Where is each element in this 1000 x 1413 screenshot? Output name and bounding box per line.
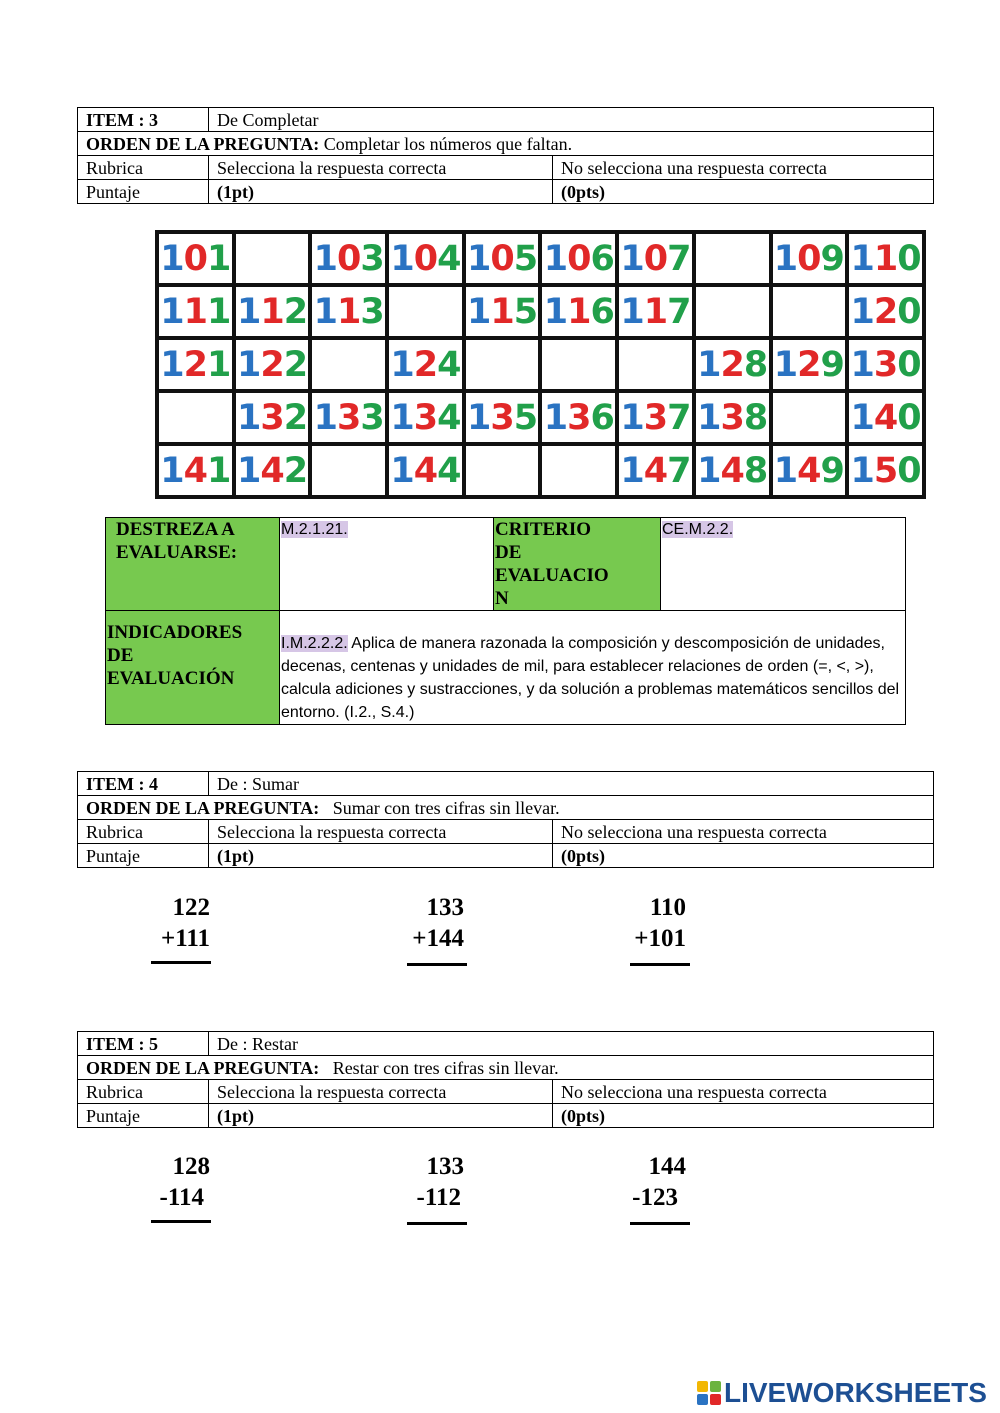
item4-type: De : Sumar <box>209 772 934 796</box>
liveworksheets-logo-text: LIVEWORKSHEETS <box>724 1377 987 1408</box>
grid-number-cell <box>694 444 771 497</box>
grid-number-cell <box>540 285 617 338</box>
grid-number-cell <box>617 444 694 497</box>
liveworksheets-logo[interactable] <box>697 1377 987 1409</box>
grid-blank-cell[interactable] <box>234 232 311 285</box>
item4-rubrica-label: Rubrica <box>78 820 209 844</box>
grid-blank-cell[interactable] <box>310 444 387 497</box>
grid-number: 111 <box>160 291 231 332</box>
item5-rubrica-incorrect: No selecciona una respuesta correcta <box>553 1080 934 1104</box>
grid-number: 149 <box>773 450 844 491</box>
grid-number-cell <box>540 232 617 285</box>
item4-puntaje-label: Puntaje <box>78 844 209 868</box>
sub-3-top: 144 <box>648 1153 686 1180</box>
grid-number-cell <box>771 232 848 285</box>
sub-problem-1 <box>140 1151 210 1213</box>
grid-number: 124 <box>390 344 461 385</box>
sub-1-bottom: -114 <box>159 1184 204 1211</box>
grid-number: 122 <box>236 344 308 385</box>
grid-number: 137 <box>620 397 691 438</box>
grid-number-cell <box>540 391 617 444</box>
grid-number: 136 <box>543 397 614 438</box>
grid-number-cell <box>157 232 234 285</box>
sum-problem-2 <box>394 892 464 954</box>
grid-number-cell <box>157 338 234 391</box>
grid-number: 134 <box>390 397 461 438</box>
grid-number: 117 <box>620 291 691 332</box>
sub-1-answer-line[interactable] <box>151 1220 211 1223</box>
grid-number: 135 <box>467 397 538 438</box>
grid-number-cell <box>847 444 924 497</box>
sum-1-top: 122 <box>172 894 210 921</box>
item3-rubrica-label: Rubrica <box>78 156 209 180</box>
sub-2-answer-line[interactable] <box>407 1222 467 1225</box>
sub-1-top: 128 <box>172 1153 210 1180</box>
sum-2-answer-line[interactable] <box>407 963 467 966</box>
grid-row <box>157 444 924 497</box>
grid-number: 101 <box>160 238 231 279</box>
grid-number: 141 <box>160 450 231 491</box>
grid-blank-cell[interactable] <box>157 391 234 444</box>
item3-label: ITEM : 3 <box>78 108 209 132</box>
item5-puntaje-label: Puntaje <box>78 1104 209 1128</box>
grid-number: 106 <box>543 238 614 279</box>
liveworksheets-logo-icon <box>697 1381 721 1405</box>
sum-3-top: 110 <box>649 894 686 921</box>
item4-puntaje-correct: (1pt) <box>209 844 553 868</box>
grid-number-cell <box>157 444 234 497</box>
item4-rubrica-correct: Selecciona la respuesta correcta <box>209 820 553 844</box>
sum-2-bottom: +144 <box>412 925 464 952</box>
grid-number: 110 <box>850 238 921 279</box>
grid-number-cell <box>234 391 311 444</box>
item4-rubrica-incorrect: No selecciona una respuesta correcta <box>553 820 934 844</box>
item5-puntaje-incorrect: (0pts) <box>553 1104 934 1128</box>
grid-number-cell <box>464 232 541 285</box>
grid-blank-cell[interactable] <box>310 338 387 391</box>
grid-number-cell <box>617 285 694 338</box>
grid-number-cell <box>464 285 541 338</box>
grid-number: 105 <box>467 238 538 279</box>
grid-number: 104 <box>390 238 461 279</box>
grid-number: 128 <box>697 344 768 385</box>
item3-puntaje-label: Puntaje <box>78 180 209 204</box>
item4-table <box>77 771 934 868</box>
grid-number: 107 <box>620 238 691 279</box>
grid-number: 115 <box>467 291 538 332</box>
grid-number-cell <box>387 338 464 391</box>
item3-orden: ORDEN DE LA PREGUNTA: Completar los números que faltan. <box>78 132 934 156</box>
grid-number: 129 <box>773 344 844 385</box>
grid-row <box>157 232 924 285</box>
item4-orden: ORDEN DE LA PREGUNTA: Sumar con tres cifras sin llevar. <box>78 796 934 820</box>
item5-rubrica-label: Rubrica <box>78 1080 209 1104</box>
item4-label: ITEM : 4 <box>78 772 209 796</box>
grid-blank-cell[interactable] <box>694 285 771 338</box>
destreza-code: M.2.1.21. <box>280 518 494 611</box>
grid-row <box>157 285 924 338</box>
grid-number: 116 <box>543 291 614 332</box>
grid-number: 147 <box>620 450 691 491</box>
grid-number-cell <box>694 391 771 444</box>
sum-1-bottom: +111 <box>161 925 210 952</box>
grid-number-cell <box>617 391 694 444</box>
grid-number-cell <box>234 338 311 391</box>
grid-number-cell <box>310 232 387 285</box>
grid-number-cell <box>234 285 311 338</box>
grid-number-cell <box>847 391 924 444</box>
item3-puntaje-incorrect: (0pts) <box>553 180 934 204</box>
grid-number: 103 <box>313 238 384 279</box>
grid-number-cell <box>464 391 541 444</box>
item5-label: ITEM : 5 <box>78 1032 209 1056</box>
grid-number: 120 <box>850 291 921 332</box>
item3-type: De Completar <box>209 108 934 132</box>
grid-number-cell <box>234 444 311 497</box>
grid-blank-cell[interactable] <box>540 444 617 497</box>
grid-number: 144 <box>390 450 461 491</box>
grid-number: 113 <box>313 291 384 332</box>
grid-number-cell <box>617 232 694 285</box>
sum-problem-3 <box>616 892 686 954</box>
grid-number-cell <box>387 232 464 285</box>
grid-number: 112 <box>236 291 308 332</box>
item3-rubrica-correct: Selecciona la respuesta correcta <box>209 156 553 180</box>
destreza-table <box>105 517 906 725</box>
criterio-code: CE.M.2.2. <box>661 518 906 611</box>
sub-problem-3 <box>616 1151 686 1213</box>
indicadores-label: INDICADORES DE EVALUACIÓN <box>106 611 280 725</box>
item5-table <box>77 1031 934 1128</box>
grid-number: 150 <box>850 450 921 491</box>
grid-blank-cell[interactable] <box>694 232 771 285</box>
grid-number: 130 <box>850 344 921 385</box>
grid-number-cell <box>771 444 848 497</box>
item3-table <box>77 107 934 204</box>
grid-number: 138 <box>697 397 768 438</box>
grid-row <box>157 391 924 444</box>
grid-blank-cell[interactable] <box>387 285 464 338</box>
grid-row <box>157 338 924 391</box>
sum-1-answer-line[interactable] <box>151 961 211 964</box>
grid-blank-cell[interactable] <box>540 338 617 391</box>
grid-blank-cell[interactable] <box>464 444 541 497</box>
grid-number-cell <box>847 285 924 338</box>
grid-blank-cell[interactable] <box>771 285 848 338</box>
criterio-label: CRITERIO DE EVALUACIO N <box>494 518 661 611</box>
item3-rubrica-incorrect: No selecciona una respuesta correcta <box>553 156 934 180</box>
sub-3-bottom: -123 <box>632 1184 678 1211</box>
grid-number: 133 <box>313 397 384 438</box>
item5-orden: ORDEN DE LA PREGUNTA: Restar con tres cifras sin llevar. <box>78 1056 934 1080</box>
grid-number-cell <box>847 338 924 391</box>
grid-blank-cell[interactable] <box>464 338 541 391</box>
grid-number-cell <box>694 338 771 391</box>
grid-number: 132 <box>236 397 308 438</box>
number-grid <box>155 230 926 499</box>
grid-blank-cell[interactable] <box>617 338 694 391</box>
indicador-text: I.M.2.2.2. Aplica de manera razonada la composición y descomposición de unidades, decenas, centenas y unidades de mil, para establecer relaciones de orden (=, <, >), calcula adiciones y sustracciones, y da solución a problemas matemáticos sencillos del entorno. (I.2., S.4.) <box>280 611 906 725</box>
grid-number: 109 <box>773 238 844 279</box>
grid-number-cell <box>847 232 924 285</box>
sum-3-answer-line[interactable] <box>630 963 690 966</box>
grid-number: 140 <box>850 397 921 438</box>
sub-2-bottom: -112 <box>416 1184 461 1211</box>
sum-2-top: 133 <box>426 894 464 921</box>
grid-number: 148 <box>697 450 768 491</box>
sub-3-answer-line[interactable] <box>630 1222 690 1225</box>
item5-rubrica-correct: Selecciona la respuesta correcta <box>209 1080 553 1104</box>
grid-number-cell <box>771 338 848 391</box>
grid-blank-cell[interactable] <box>771 391 848 444</box>
item3-puntaje-correct: (1pt) <box>209 180 553 204</box>
grid-number: 142 <box>236 450 308 491</box>
grid-number-cell <box>310 391 387 444</box>
destreza-label: DESTREZA A EVALUARSE: <box>106 518 280 611</box>
item5-puntaje-correct: (1pt) <box>209 1104 553 1128</box>
item4-puntaje-incorrect: (0pts) <box>553 844 934 868</box>
sub-2-top: 133 <box>426 1153 464 1180</box>
sub-problem-2 <box>394 1151 464 1213</box>
sum-3-bottom: +101 <box>634 925 686 952</box>
grid-number-cell <box>157 285 234 338</box>
grid-number-cell <box>387 444 464 497</box>
grid-number: 121 <box>160 344 231 385</box>
grid-number-cell <box>310 285 387 338</box>
sum-problem-1 <box>140 892 210 954</box>
item5-type: De : Restar <box>209 1032 934 1056</box>
grid-number-cell <box>387 391 464 444</box>
